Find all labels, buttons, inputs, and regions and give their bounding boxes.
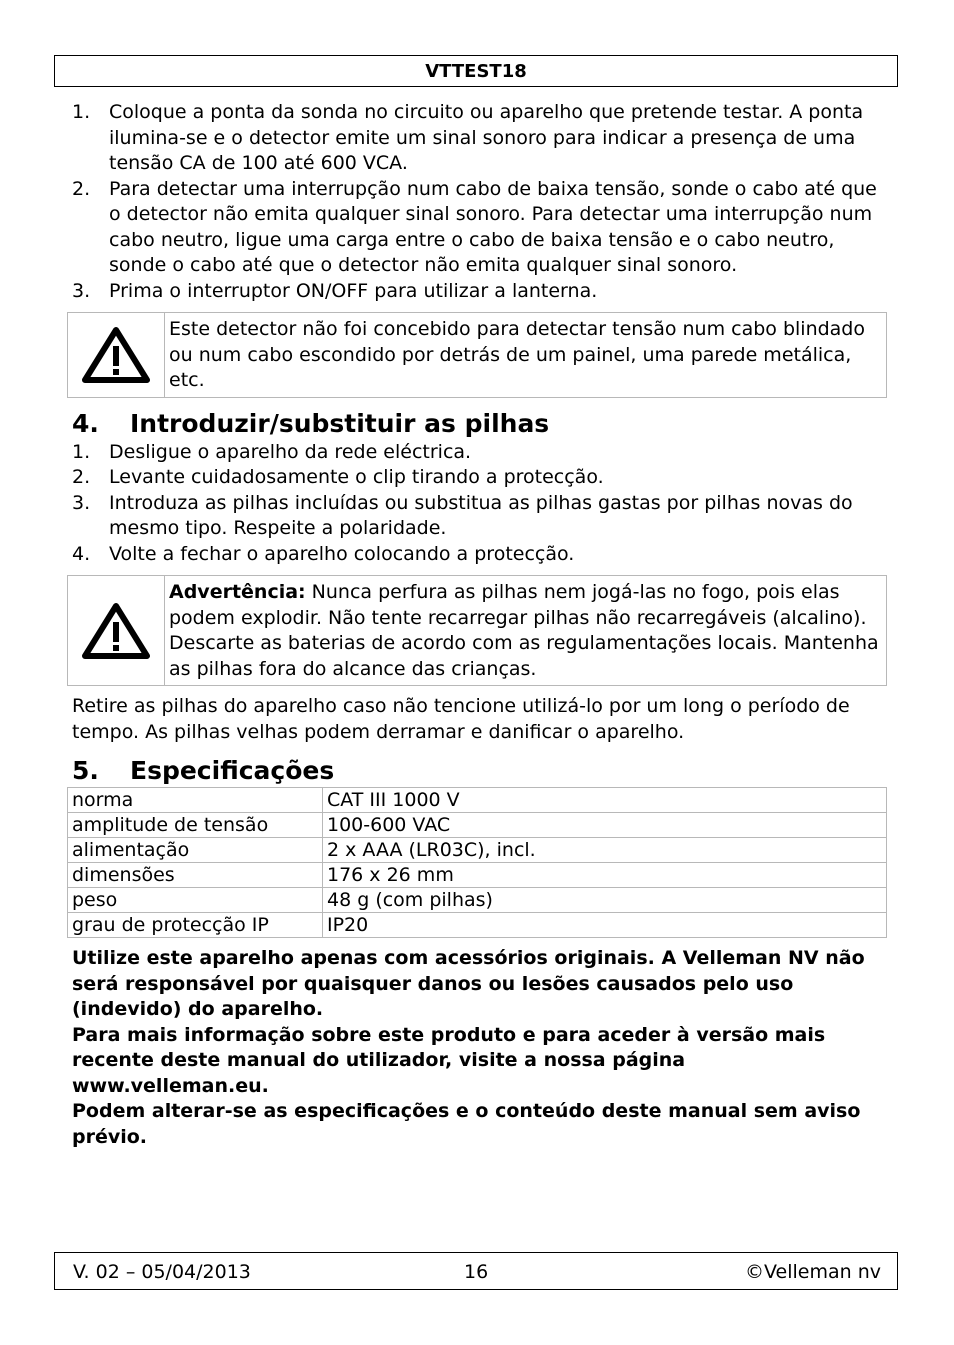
list-item: 2. Para detectar uma interrupção num cabo de baixa tensão, sonde o cabo até que o detector não emita qualquer sinal sonoro. Para detectar uma interrupção num cabo neutro, ligue uma carga entre o cabo de baixa tensão e o cabo neutro, sonde o cabo até que o detector não emita qualquer sinal sonoro. [72, 177, 877, 276]
page-number: 16 [464, 1261, 489, 1283]
copyright: ©Velleman nv [745, 1261, 881, 1283]
table-row: dimensões 176 x 26 mm [68, 863, 887, 888]
table-row: alimentação 2 x AAA (LR03C), incl. [68, 838, 887, 863]
warning-text: Advertência: Nunca perfura as pilhas nem jogá-las no fogo, pois elas podem explodir. Não tente recarregar pilhas não recarregáveis (alcalino). Descarte as baterias de acordo com as regulamentações locais. Mantenha as pilhas fora do alcance das crianças. [169, 581, 879, 680]
battery-steps-list [72, 440, 887, 568]
intro-steps-list [72, 100, 887, 304]
warning-text: Este detector não foi concebido para detectar tensão num cabo blindado ou num cabo escondido por detrás de um painel, uma parede metálica, etc. [169, 318, 865, 391]
warning-triangle-icon [81, 602, 151, 660]
more-info-text: Para mais informação sobre este produto e para aceder à versão mais recente deste manual do utilizador, visite a nossa página www.velleman.eu. [72, 1023, 826, 1097]
list-item: 3. Prima o interruptor ON/OFF para utilizar a lanterna. [72, 279, 598, 302]
warning-box-batteries [67, 575, 887, 686]
section-heading-specifications: 5. Especificações [72, 756, 335, 785]
page-header [54, 55, 898, 87]
section-heading-batteries: 4. Introduzir/substituir as pilhas [72, 408, 550, 438]
change-notice-text: Podem alterar-se as especificações e o conteúdo deste manual sem aviso prévio. [72, 1100, 861, 1148]
closing-notes [72, 946, 887, 1150]
battery-note: Retire as pilhas do aparelho caso não tencione utilizá-lo por um long o período de tempo. As pilhas velhas podem derramar e danificar o aparelho. [72, 695, 850, 743]
specifications-table [67, 787, 887, 938]
warning-box-detector [67, 312, 887, 398]
version-date: V. 02 – 05/04/2013 [73, 1261, 251, 1283]
warning-triangle-icon [81, 326, 151, 384]
list-item: 4. Volte a fechar o aparelho colocando a protecção. [72, 542, 575, 565]
table-row: peso 48 g (com pilhas) [68, 888, 887, 913]
list-item: 1. Coloque a ponta da sonda no circuito ou aparelho que pretende testar. A ponta ilumina-se e o detector emite um sinal sonoro para indicar a presença de uma tensão CA de 100 até 600 VCA. [72, 101, 864, 174]
table-row: grau de protecção IP IP20 [68, 913, 887, 938]
page-content [72, 100, 887, 1150]
warning-label: Advertência: [169, 581, 306, 603]
model-name: VTTEST18 [425, 61, 527, 82]
page-footer [54, 1252, 898, 1290]
table-row: norma CAT III 1000 V [68, 788, 887, 813]
disclaimer-text: Utilize este aparelho apenas com acessórios originais. A Velleman NV não será responsável por quaisquer danos ou lesões causados pelo uso (indevido) do aparelho. [72, 947, 865, 1020]
table-row: amplitude de tensão 100-600 VAC [68, 813, 887, 838]
list-item: 3. Introduza as pilhas incluídas ou substitua as pilhas gastas por pilhas novas do mesmo tipo. Respeite a polaridade. [72, 491, 853, 539]
list-item: 2. Levante cuidadosamente o clip tirando a protecção. [72, 466, 604, 488]
list-item: 1. Desligue o aparelho da rede eléctrica. [72, 440, 472, 463]
